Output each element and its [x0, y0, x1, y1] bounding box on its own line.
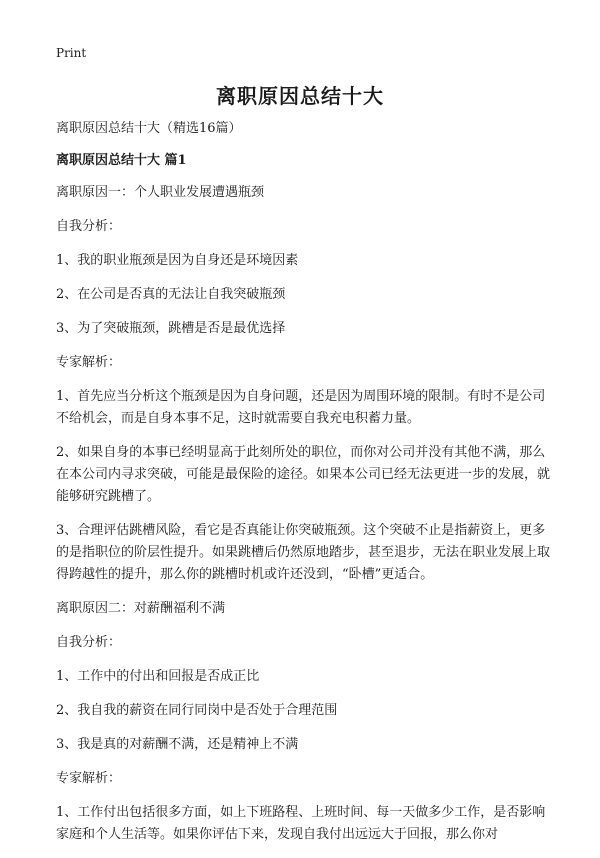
paragraph: 1、工作付出包括很多方面，如上下班路程、上班时间、每一天做多少工作，是否影响家庭和个人生活等。如果你评估下来，发现自我付出远远大于回报，那么你对: [56, 805, 546, 842]
print-label: Print: [56, 46, 87, 60]
paragraph: 离职原因一：个人职业发展遭遇瓶颈: [56, 185, 265, 200]
document-body: [56, 118, 552, 858]
paragraph: 专家解析：: [56, 355, 122, 370]
document-title: 离职原因总结十大: [216, 84, 384, 108]
paragraph: 3、我是真的对薪酬不满，还是精神上不满: [56, 737, 299, 752]
paragraph: 3、为了突破瓶颈，跳槽是否是最优选择: [56, 321, 286, 336]
paragraph: 2、在公司是否真的无法让自我突破瓶颈: [56, 287, 286, 302]
paragraph: 1、首先应当分析这个瓶颈是因为自身问题，还是因为周围环境的限制。有时不是公司不给机会，而是自身本事不足，这时就需要自我充电积蓄力量。: [56, 389, 546, 426]
paragraph: 3、合理评估跳槽风险，看它是否真能让你突破瓶颈。这个突破不止是指薪资上，更多的是指职位的阶层性提升。如果跳槽后仍然原地踏步，甚至退步，无法在职业发展上取得跨越性的提升，那么你的跳槽时机或许还没到，“卧槽”更适合。: [56, 523, 551, 582]
paragraph: 2、我自我的薪资在同行同岗中是否处于合理范围: [56, 703, 338, 718]
section-heading: 离职原因总结十大 篇1: [56, 153, 187, 168]
paragraph: 自我分析：: [56, 219, 122, 234]
paragraph: 离职原因二：对薪酬福利不满: [56, 601, 226, 616]
paragraph: 2、如果自身的本事已经明显高于此刻所处的职位，而你对公司并没有其他不满，那么在本公司内寻求突破，可能是最保险的途径。如果本公司已经无法更进一步的发展，就能够研究跳槽了。: [56, 445, 551, 504]
paragraph: 专家解析：: [56, 771, 122, 786]
paragraph: 1、我的职业瓶颈是因为自身还是环境因素: [56, 253, 299, 268]
document-subtitle: 离职原因总结十大（精选16篇）: [56, 121, 242, 136]
paragraph: 1、工作中的付出和回报是否成正比: [56, 669, 260, 684]
paragraph: 自我分析：: [56, 635, 122, 650]
